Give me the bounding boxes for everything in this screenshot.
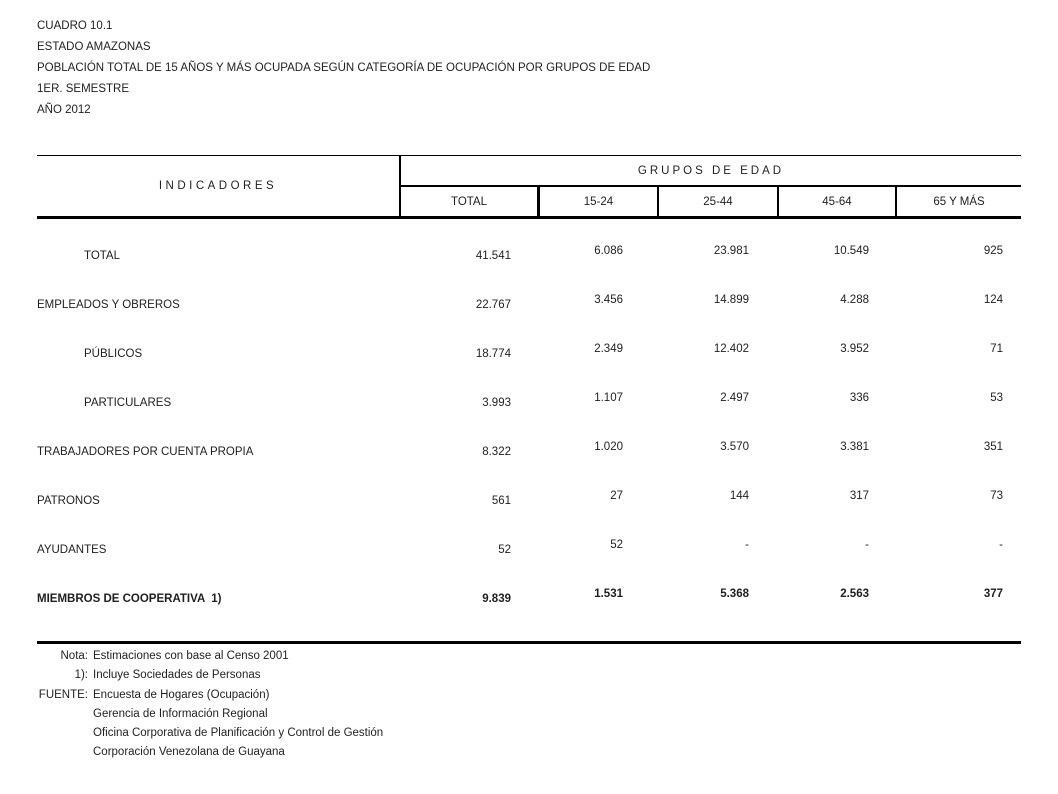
note-text: Estimaciones con base al Censo 2001 — [93, 650, 289, 662]
table-row — [37, 427, 1021, 476]
table-body — [37, 219, 1021, 644]
row-label: TRABAJADORES POR CUENTA PROPIA — [37, 445, 254, 458]
cell-65-mas: 71 — [990, 342, 1003, 355]
occupation-table — [37, 155, 1021, 644]
cell-65-mas: 377 — [983, 587, 1003, 600]
column-header-total: TOTAL — [451, 195, 487, 208]
title-line-estado: ESTADO AMAZONAS — [37, 41, 151, 53]
note-label — [37, 743, 88, 762]
cell-25-44: 23.981 — [713, 244, 749, 257]
cell-total: 41.541 — [475, 249, 511, 262]
cell-25-44: 12.402 — [713, 342, 749, 355]
cell-45-64: - — [865, 538, 869, 551]
cell-15-24: 3.456 — [594, 293, 623, 306]
cell-45-64: 3.952 — [840, 342, 869, 355]
note-text: Gerencia de Información Regional — [93, 707, 268, 720]
cell-25-44: 3.570 — [720, 440, 749, 453]
table-row — [37, 476, 1021, 525]
cell-65-mas: 73 — [990, 489, 1003, 502]
cell-total: 52 — [498, 543, 511, 556]
title-line-ano: AÑO 2012 — [37, 104, 91, 116]
row-label: PÚBLICOS — [84, 347, 143, 360]
cell-65-mas: 124 — [983, 293, 1003, 306]
row-label: AYUDANTES — [37, 543, 107, 556]
column-headers — [401, 187, 1021, 216]
table-row — [37, 329, 1021, 378]
cell-25-44: 144 — [729, 489, 749, 502]
cell-45-64: 336 — [849, 391, 869, 404]
row-label: EMPLEADOS Y OBREROS — [37, 298, 180, 311]
row-label: MIEMBROS DE COOPERATIVA 1) — [37, 592, 222, 605]
table-row — [37, 525, 1021, 574]
cell-15-24: 1.531 — [594, 587, 623, 600]
title-line-semestre: 1ER. SEMESTRE — [37, 83, 130, 95]
cell-total: 561 — [491, 494, 511, 507]
row-label: PATRONOS — [37, 494, 100, 507]
table-row — [37, 574, 1021, 623]
cell-15-24: 52 — [610, 538, 623, 551]
note-label — [37, 724, 88, 743]
cell-total: 8.322 — [482, 445, 511, 458]
table-row — [37, 378, 1021, 427]
note-line — [37, 705, 383, 724]
title-line-cuadro: CUADRO 10.1 — [37, 20, 113, 32]
cell-65-mas: 925 — [983, 244, 1003, 257]
title-block — [37, 16, 650, 121]
cell-25-44: - — [745, 538, 749, 551]
cell-65-mas: 53 — [990, 391, 1003, 404]
cell-total: 3.993 — [482, 396, 511, 409]
age-groups-header: GRUPOS DE EDAD — [401, 156, 1021, 187]
column-header-15-24: 15-24 — [537, 187, 657, 216]
column-header-25-44: 25-44 — [657, 187, 777, 216]
table-header — [37, 155, 1021, 219]
note-line — [37, 686, 383, 705]
cell-45-64: 4.288 — [840, 293, 869, 306]
note-label: Nota: — [60, 650, 88, 662]
cell-45-64: 317 — [849, 489, 869, 502]
title-line-poblacion: POBLACIÓN TOTAL DE 15 AÑOS Y MÁS OCUPADA SEGÚN CATEGORÍA DE OCUPACIÓN POR GRUPOS DE EDAD — [37, 62, 651, 74]
column-header-65-mas: 65 Y MÁS — [895, 187, 1021, 216]
cell-45-64: 3.381 — [840, 440, 869, 453]
cell-15-24: 2.349 — [594, 342, 623, 355]
note-label: 1): — [74, 669, 88, 682]
cell-65-mas: 351 — [983, 440, 1003, 453]
cell-45-64: 2.563 — [840, 587, 869, 600]
row-label: PARTICULARES — [84, 396, 172, 409]
cell-total: 9.839 — [482, 592, 511, 605]
table-row — [37, 231, 1021, 280]
cell-15-24: 27 — [610, 489, 623, 502]
cell-total: 22.767 — [475, 298, 511, 311]
note-line — [37, 647, 383, 666]
note-label — [37, 705, 88, 724]
note-text: Incluye Sociedades de Personas — [93, 669, 261, 682]
cell-25-44: 5.368 — [720, 587, 749, 600]
cell-65-mas: - — [999, 538, 1003, 551]
column-header-45-64: 45-64 — [777, 187, 895, 216]
note-line — [37, 724, 383, 743]
cell-25-44: 2.497 — [720, 391, 749, 404]
notes-block — [37, 647, 383, 763]
cell-total: 18.774 — [475, 347, 511, 360]
table-row — [37, 280, 1021, 329]
cell-15-24: 1.107 — [594, 391, 623, 404]
cell-15-24: 6.086 — [594, 244, 623, 257]
note-text: Encuesta de Hogares (Ocupación) — [93, 688, 270, 701]
note-line — [37, 743, 383, 762]
cell-15-24: 1.020 — [594, 440, 623, 453]
indicators-header: INDICADORES — [37, 156, 401, 216]
cell-25-44: 14.899 — [713, 293, 749, 306]
note-text: Oficina Corporativa de Planificación y Control de Gestión — [93, 727, 384, 740]
note-text: Corporación Venezolana de Guayana — [93, 746, 285, 759]
row-label: TOTAL — [84, 249, 120, 262]
note-label: FUENTE: — [38, 688, 88, 701]
cell-45-64: 10.549 — [833, 244, 869, 257]
note-line — [37, 666, 383, 685]
